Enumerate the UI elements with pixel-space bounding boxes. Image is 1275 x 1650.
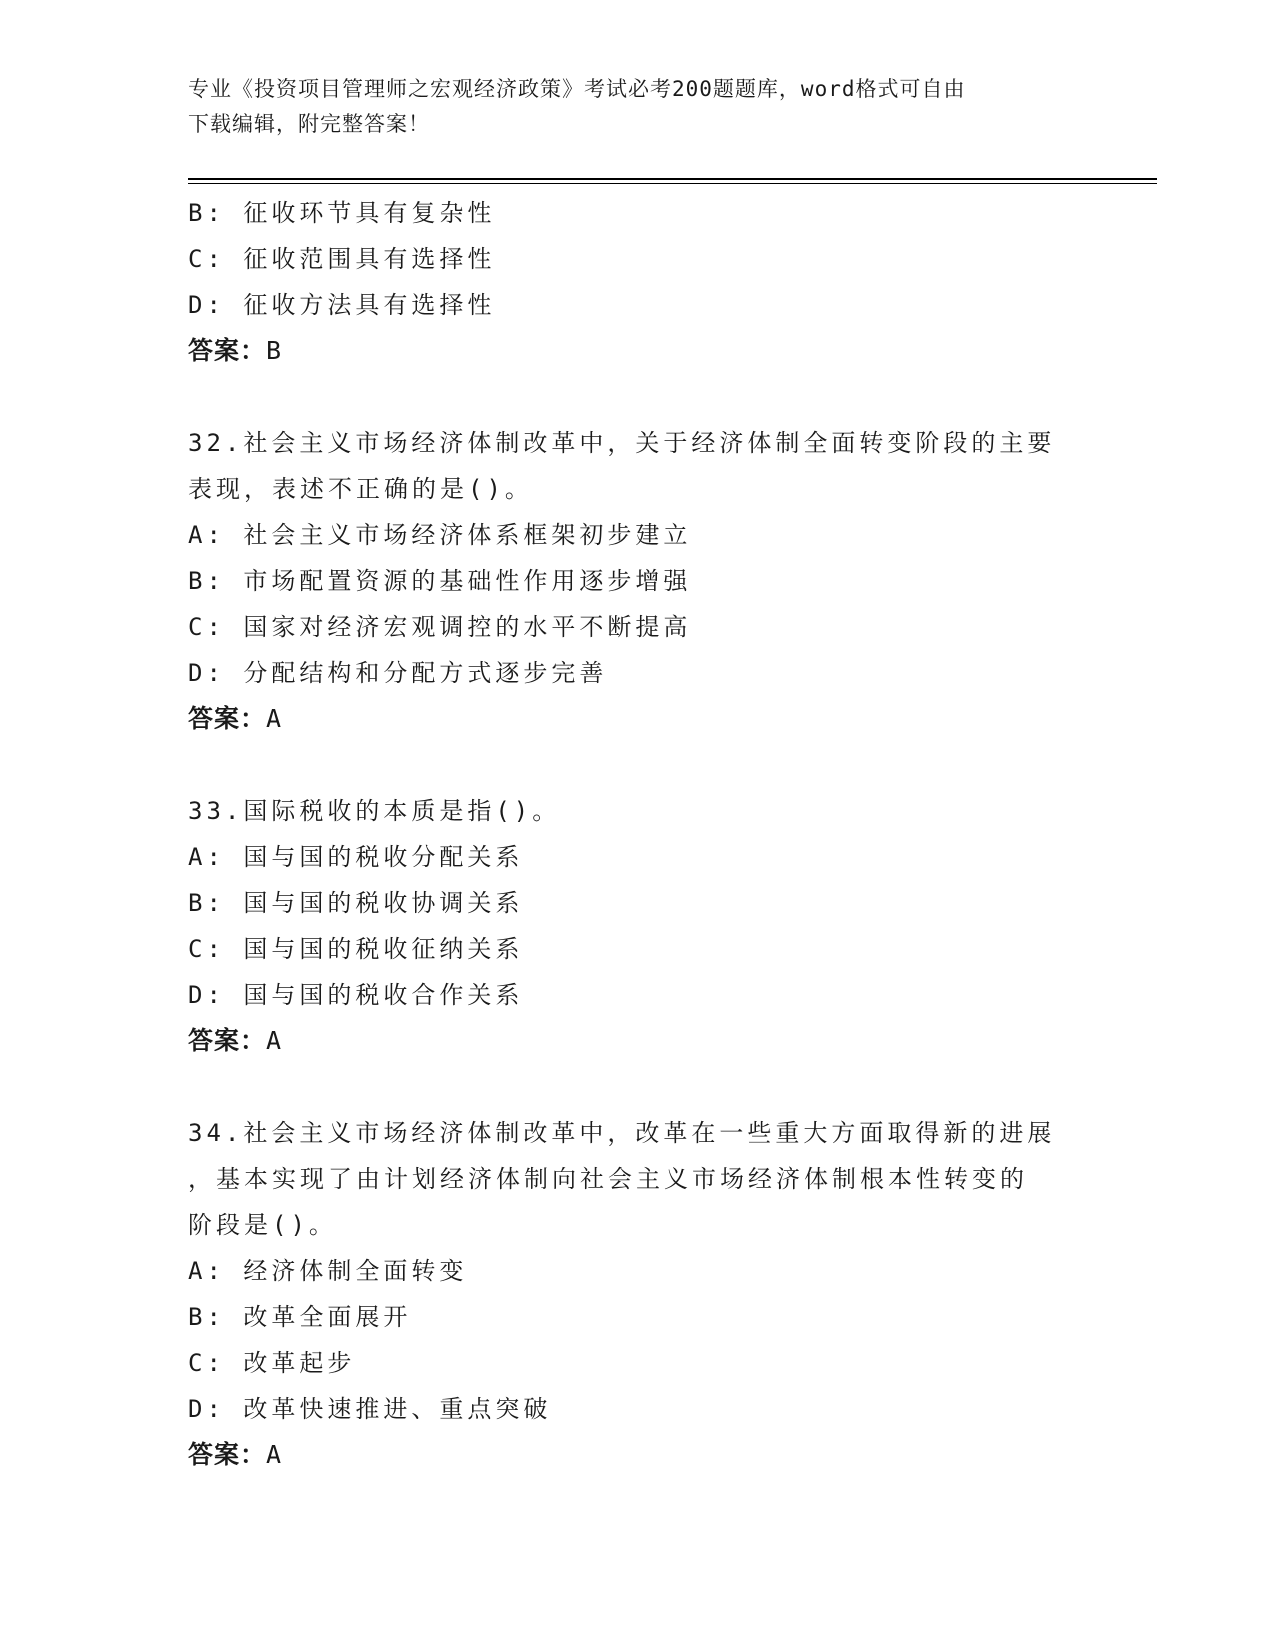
option-d: D: 分配结构和分配方式逐步完善 <box>188 659 608 687</box>
option-a: A: 国与国的税收分配关系 <box>188 843 524 871</box>
header-divider-thick <box>188 178 1157 180</box>
header-line-1: 专业《投资项目管理师之宏观经济政策》考试必考200题题库，word格式可自由 <box>188 77 966 101</box>
answer <box>188 696 1088 742</box>
question-stem-line: 阶段是()。 <box>188 1211 337 1239</box>
answer <box>188 328 1088 374</box>
question-33 <box>188 788 1088 1064</box>
answer-value: A <box>266 1440 283 1469</box>
header-divider-thin <box>188 183 1157 184</box>
option-c: C: 国与国的税收征纳关系 <box>188 935 524 963</box>
answer <box>188 1018 1088 1064</box>
answer-label: 答案： <box>188 704 267 733</box>
answer-label: 答案： <box>188 1440 267 1469</box>
question-stem-line: 34.社会主义市场经济体制改革中，改革在一些重大方面取得新的进展 <box>188 1119 1056 1147</box>
option-d: D: 改革快速推进、重点突破 <box>188 1395 552 1423</box>
document-header <box>188 72 1088 142</box>
question-stem-line: 33.国际税收的本质是指()。 <box>188 797 561 825</box>
option-b: B: 市场配置资源的基础性作用逐步增强 <box>188 567 692 595</box>
option-a: A: 经济体制全面转变 <box>188 1257 468 1285</box>
question-32 <box>188 420 1088 742</box>
option-c: C: 改革起步 <box>188 1349 356 1377</box>
question-34 <box>188 1110 1088 1478</box>
question-list <box>188 190 1088 1478</box>
option-b: B: 征收环节具有复杂性 <box>188 199 496 227</box>
question-stem-line: ，基本实现了由计划经济体制向社会主义市场经济体制根本性转变的 <box>188 1165 1028 1193</box>
answer-value: A <box>266 704 283 733</box>
option-d: D: 国与国的税收合作关系 <box>188 981 524 1009</box>
question-stem-line: 表现，表述不正确的是()。 <box>188 475 533 503</box>
answer-label: 答案： <box>188 1026 267 1055</box>
option-c: C: 征收范围具有选择性 <box>188 245 496 273</box>
question-stem-line: 32.社会主义市场经济体制改革中，关于经济体制全面转变阶段的主要 <box>188 429 1056 457</box>
option-a: A: 社会主义市场经济体系框架初步建立 <box>188 521 692 549</box>
question-31-continued <box>188 190 1088 374</box>
option-d: D: 征收方法具有选择性 <box>188 291 496 319</box>
option-b: B: 国与国的税收协调关系 <box>188 889 524 917</box>
option-b: B: 改革全面展开 <box>188 1303 412 1331</box>
option-c: C: 国家对经济宏观调控的水平不断提高 <box>188 613 692 641</box>
answer <box>188 1432 1088 1478</box>
answer-label: 答案： <box>188 336 267 365</box>
answer-value: B <box>266 336 283 365</box>
answer-value: A <box>266 1026 283 1055</box>
header-line-2: 下载编辑，附完整答案！ <box>188 112 430 136</box>
